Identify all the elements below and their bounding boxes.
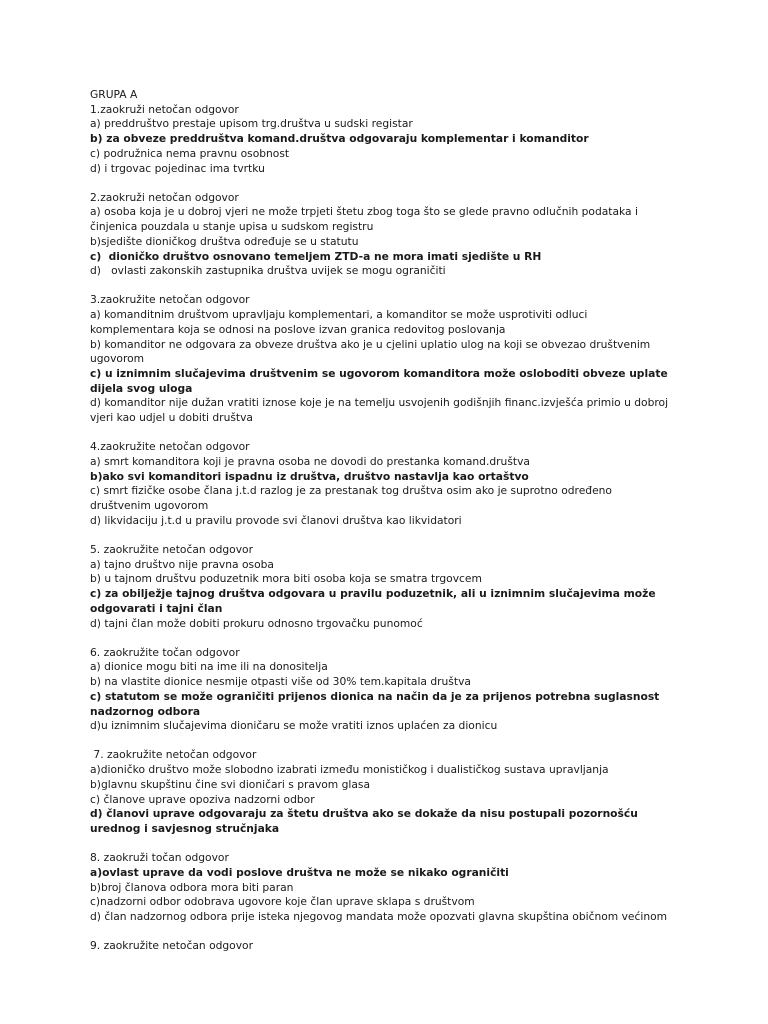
- question-block: [90, 646, 675, 734]
- answer-option-marked: d) članovi uprave odgovaraju za štetu društva ako se dokaže da nisu postupali pozornošću urednog i savjesnog stručnjaka: [90, 807, 642, 835]
- question-heading: 9. zaokružite netočan odgovor: [90, 939, 253, 953]
- answer-option: a) tajno društvo nije pravna osoba: [90, 557, 274, 571]
- answer-option-marked: b) za obveze preddruštva komand.društva odgovaraju komplementar i komanditor: [90, 132, 589, 146]
- answer-option: b) na vlastite dionice nesmije otpasti više od 30% tem.kapitala društva: [90, 675, 471, 689]
- answer-option: a) osoba koja je u dobroj vjeri ne može trpjeti štetu zbog toga što se glede pravno odlučnih podataka i činjenica pouzdala u stanje upisa u sudskom registru: [90, 205, 642, 234]
- answer-option-marked: c) dioničko društvo osnovano temeljem ZTD-a ne mora imati sjedište u RH: [90, 249, 542, 263]
- answer-option-marked: c) statutom se može ograničiti prijenos dionica na način da je za prijenos potrebna suglasnost nadzornog odbora: [90, 689, 664, 718]
- answer-option: b)broj članova odbora mora biti paran: [90, 880, 294, 894]
- document-body: [90, 88, 675, 954]
- answer-option: d) komanditor nije dužan vratiti iznose koje je na temelju usvojenih godišnjih financ.izvješća primio u dobroj vjeri kao udjel u dobiti društva: [90, 396, 672, 425]
- answer-option: c) smrt fizičke osobe člana j.t.d razlog je za prestanak tog društva osim ako je suprotno određeno društvenim ugovorom: [90, 484, 616, 513]
- answer-option: d) i trgovac pojedinac ima tvrtku: [90, 161, 265, 175]
- answer-option: a) dionice mogu biti na ime ili na donositelja: [90, 660, 328, 674]
- question-heading: 3.zaokružite netočan odgovor: [90, 293, 250, 307]
- document-title: GRUPA A: [90, 88, 138, 101]
- question-heading: 5. zaokružite netočan odgovor: [90, 542, 253, 556]
- answer-option: a) preddruštvo prestaje upisom trg.društva u sudski registar: [90, 117, 413, 131]
- answer-option-marked: c) za obilježje tajnog društva odgovara u pravilu poduzetnik, ali u iznimnim slučajevima može odgovarati i tajni član: [90, 587, 660, 615]
- question-heading: 1.zaokruži netočan odgovor: [90, 102, 239, 116]
- question-heading: 4.zaokružite netočan odgovor: [90, 440, 250, 454]
- question-block: [90, 939, 675, 954]
- answer-option: c) podružnica nema pravnu osobnost: [90, 146, 290, 160]
- answer-option-marked: b)ako svi komanditori ispadnu iz društva, društvo nastavlja kao ortaštvo: [90, 469, 529, 483]
- answer-option: b) u tajnom društvu poduzetnik mora biti osoba koja se smatra trgovcem: [90, 572, 482, 586]
- answer-option: a) smrt komanditora koji je pravna osoba ne dovodi do prestanka komand.društva: [90, 454, 530, 468]
- question-block: [90, 103, 675, 177]
- answer-option: a)dioničko društvo može slobodno izabrati između monističkog i dualističkog sustava upravljanja: [90, 763, 609, 777]
- question-heading: 7. zaokružite netočan odgovor: [90, 748, 257, 762]
- answer-option: b)sjedište dioničkog društva određuje se u statutu: [90, 234, 359, 248]
- answer-option: b) komanditor ne odgovara za obveze društva ako je u cjelini uplatio ulog na koji se obvezao društvenim ugovorom: [90, 337, 654, 366]
- answer-option-marked: a)ovlast uprave da vodi poslove društva ne može se nikako ograničiti: [90, 865, 509, 879]
- answer-option: d) likvidaciju j.t.d u pravilu provode svi članovi društva kao likvidatori: [90, 513, 462, 527]
- answer-option: b)glavnu skupštinu čine svi dioničari s pravom glasa: [90, 777, 371, 791]
- question-block: [90, 440, 675, 528]
- answer-option: d)u iznimnim slučajevima dioničaru se može vratiti iznos uplaćen za dionicu: [90, 719, 498, 733]
- answer-option: c) članove uprave opoziva nadzorni odbor: [90, 792, 315, 806]
- question-list: [90, 103, 675, 954]
- question-heading: 6. zaokružite točan odgovor: [90, 645, 240, 659]
- question-block: [90, 293, 675, 425]
- question-heading: 8. zaokruži točan odgovor: [90, 851, 229, 865]
- question-heading: 2.zaokruži netočan odgovor: [90, 190, 239, 204]
- question-block: [90, 191, 675, 279]
- answer-option: d) tajni član može dobiti prokuru odnosno trgovačku punomoć: [90, 616, 423, 630]
- answer-option: d) ovlasti zakonskih zastupnika društva uvijek se mogu ograničiti: [90, 264, 446, 278]
- answer-option: d) član nadzornog odbora prije isteka njegovog mandata može opozvati glavna skupština običnom većinom: [90, 909, 668, 923]
- answer-option: c)nadzorni odbor odobrava ugovore koje član uprave sklapa s društvom: [90, 895, 475, 909]
- question-block: [90, 748, 675, 836]
- answer-option-marked: c) u iznimnim slučajevima društvenim se ugovorom komanditora može osloboditi obveze uplate dijela svog uloga: [90, 366, 672, 395]
- answer-option: a) komanditnim društvom upravljaju komplementari, a komanditor se može usprotiviti odluci komplementara koja se odnosi na poslove izvan granica redovitog poslovanja: [90, 308, 591, 336]
- question-block: [90, 851, 675, 925]
- question-block: [90, 543, 675, 631]
